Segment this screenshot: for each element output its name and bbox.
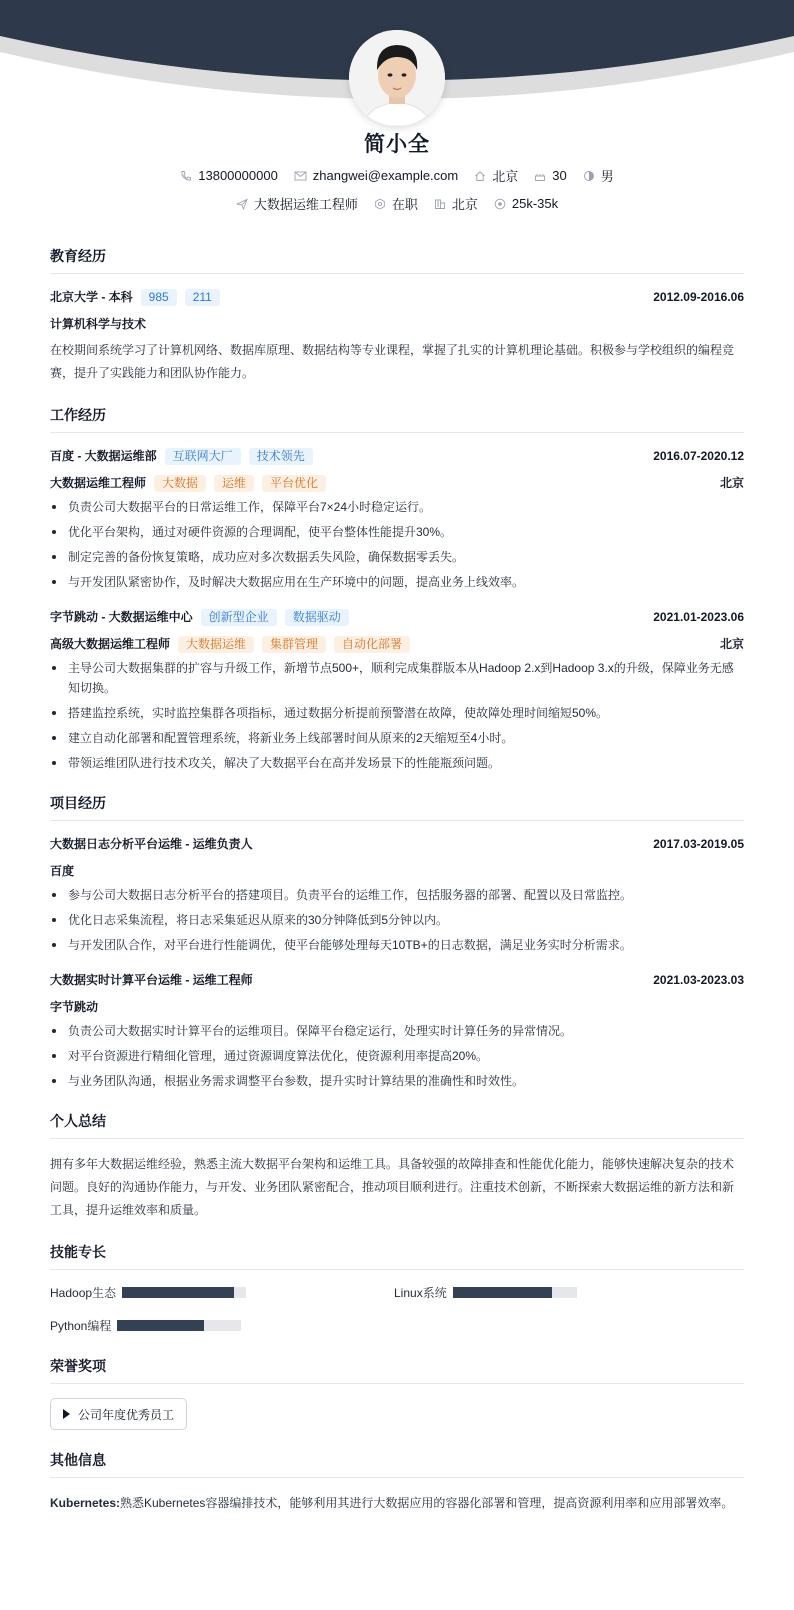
phone-info: 13800000000 — [180, 168, 278, 183]
list-item: 带领运维团队进行技术攻关，解决了大数据平台在高并发场景下的性能瓶颈问题。 — [50, 753, 744, 773]
section-title-work: 工作经历 — [50, 405, 744, 433]
section-title-other: 其他信息 — [50, 1450, 744, 1478]
school-tag: 211 — [185, 289, 220, 306]
project-bullets — [50, 1021, 744, 1091]
skill-level-bar — [453, 1287, 577, 1298]
skill-item — [394, 1284, 738, 1301]
project-date: 2017.03-2019.05 — [653, 837, 744, 851]
position-info: 大数据运维工程师 — [236, 194, 358, 213]
honors-section — [50, 1356, 744, 1430]
list-item: 优化日志采集流程，将日志采集延迟从原来的30分钟降低到5分钟以内。 — [50, 910, 744, 930]
gender-icon — [583, 170, 595, 182]
education-description: 在校期间系统学习了计算机网络、数据库原理、数据结构等专业课程，掌握了扎实的计算机理论基础。积极参与学校组织的编程竞赛，提升了实践能力和团队协作能力。 — [50, 343, 735, 380]
honor-item[interactable] — [50, 1398, 187, 1430]
education-section — [50, 246, 744, 385]
list-item: 负责公司大数据平台的日常运维工作，保障平台7×24小时稳定运行。 — [50, 497, 744, 517]
mail-icon — [294, 170, 307, 182]
phone-icon — [180, 170, 192, 182]
skill-level-bar — [117, 1320, 241, 1331]
job-tag: 大数据运维 — [178, 636, 254, 653]
status-info: 在职 — [374, 194, 418, 213]
projects-section — [50, 793, 744, 1091]
other-section — [50, 1450, 744, 1514]
work-date: 2021.01-2023.06 — [653, 610, 744, 624]
education-date: 2012.09-2016.06 — [653, 290, 744, 304]
avatar — [349, 30, 445, 126]
section-title-skills: 技能专长 — [50, 1242, 744, 1270]
section-title-education: 教育经历 — [50, 246, 744, 274]
list-item: 参与公司大数据日志分析平台的搭建项目。负责平台的运维工作，包括服务器的部署、配置以及日常监控。 — [50, 885, 744, 905]
resume-content — [50, 246, 744, 1534]
work-item — [50, 447, 744, 592]
skill-level-fill — [453, 1287, 552, 1298]
list-item: 负责公司大数据实时计算平台的运维项目。保障平台稳定运行，处理实时计算任务的异常情况。 — [50, 1021, 744, 1041]
skill-name: Hadoop生态 — [50, 1286, 117, 1300]
list-item: 建立自动化部署和配置管理系统，将新业务上线部署时间从原来的2天缩短至4小时。 — [50, 728, 744, 748]
skills-section — [50, 1242, 744, 1350]
company-name: 百度 - 大数据运维部 — [50, 449, 157, 463]
list-item: 与开发团队紧密协作，及时解决大数据应用在生产环境中的问题，提高业务上线效率。 — [50, 572, 744, 592]
section-title-projects: 项目经历 — [50, 793, 744, 821]
salary-icon — [494, 198, 506, 210]
send-icon — [236, 198, 248, 210]
school-name: 北京大学 - 本科 — [50, 290, 133, 304]
company-tag: 技术领先 — [249, 448, 313, 465]
project-date: 2021.03-2023.03 — [653, 973, 744, 987]
email-info: zhangwei@example.com — [294, 168, 458, 183]
project-name: 大数据实时计算平台运维 - 运维工程师 — [50, 973, 253, 987]
project-item — [50, 971, 744, 1091]
other-value: 熟悉Kubernetes容器编排技术，能够利用其进行大数据应用的容器化部署和管理，提高资源利用率和应用部署效率。 — [120, 1496, 734, 1510]
section-title-honors: 荣誉奖项 — [50, 1356, 744, 1384]
status-icon — [374, 198, 386, 210]
location-info: 北京 — [474, 166, 518, 185]
project-name: 大数据日志分析平台运维 - 运维负责人 — [50, 837, 253, 851]
job-tag: 自动化部署 — [334, 636, 410, 653]
project-bullets — [50, 885, 744, 955]
list-item: 制定完善的备份恢复策略，成功应对多次数据丢失风险，确保数据零丢失。 — [50, 547, 744, 567]
skill-name: Linux系统 — [394, 1286, 447, 1300]
summary-section — [50, 1111, 744, 1222]
skills-list — [50, 1284, 744, 1350]
education-header — [50, 288, 744, 306]
project-company: 字节跳动 — [50, 1000, 99, 1014]
list-item: 与业务团队沟通，根据业务需求调整平台参数，提升实时计算结果的准确性和时效性。 — [50, 1071, 744, 1091]
skill-level-bar — [122, 1287, 246, 1298]
list-item: 与开发团队合作，对平台进行性能调优，使平台能够处理每天10TB+的日志数据，满足业务实时分析需求。 — [50, 935, 744, 955]
age-icon — [534, 170, 546, 182]
other-key: Kubernetes: — [50, 1496, 121, 1510]
company-tag: 创新型企业 — [201, 609, 277, 626]
job-tag: 大数据 — [154, 475, 206, 492]
project-item — [50, 835, 744, 955]
salary-info: 25k-35k — [494, 196, 558, 211]
education-major: 计算机科学与技术 — [50, 317, 147, 331]
gender-info: 男 — [583, 166, 614, 185]
candidate-name: 简小全 — [364, 133, 430, 156]
skill-name: Python编程 — [50, 1319, 112, 1333]
work-date: 2016.07-2020.12 — [653, 449, 744, 463]
company-tag: 互联网大厂 — [165, 448, 241, 465]
list-item: 搭建监控系统，实时监控集群各项指标，通过数据分析提前预警潜在故障，使故障处理时间缩短50%。 — [50, 703, 744, 723]
project-company: 百度 — [50, 864, 75, 878]
work-location: 北京 — [719, 637, 744, 651]
work-bullets — [50, 497, 744, 592]
other-item — [50, 1492, 744, 1514]
job-tag: 平台优化 — [262, 475, 326, 492]
skill-item — [50, 1284, 394, 1301]
summary-text: 拥有多年大数据运维经验，熟悉主流大数据平台架构和运维工具。具备较强的故障排查和性能优化能力，能够快速解决复杂的技术问题。良好的沟通协作能力，与开发、业务团队紧密配合，推动项目顺利进行。注重技术创新，不断探索大数据运维的新方法和新工具，提升运维效率和质量。 — [50, 1157, 735, 1217]
caret-right-icon — [63, 1409, 70, 1419]
city-info: 北京 — [434, 194, 478, 213]
job-tag: 集群管理 — [262, 636, 326, 653]
work-section — [50, 405, 744, 773]
home-icon — [474, 170, 486, 182]
work-item — [50, 608, 744, 773]
company-tag: 数据驱动 — [285, 609, 349, 626]
list-item: 对平台资源进行精细化管理，通过资源调度算法优化，使资源利用率提高20%。 — [50, 1046, 744, 1066]
age-info: 30 — [534, 168, 566, 183]
skill-item — [50, 1317, 394, 1334]
skill-level-fill — [122, 1287, 234, 1298]
job-info-row — [0, 194, 794, 213]
job-title: 高级大数据运维工程师 — [50, 637, 171, 651]
list-item: 主导公司大数据集群的扩容与升级工作，新增节点500+，顺利完成集群版本从Hadoop 2.x到Hadoop 3.x的升级，保障业务无感知切换。 — [50, 658, 744, 698]
building-icon — [434, 198, 446, 210]
work-location: 北京 — [719, 476, 744, 490]
work-bullets — [50, 658, 744, 773]
list-item: 优化平台架构，通过对硬件资源的合理调配，使平台整体性能提升30%。 — [50, 522, 744, 542]
job-tag: 运维 — [214, 475, 254, 492]
job-title: 大数据运维工程师 — [50, 476, 147, 490]
contact-info-row — [0, 166, 794, 185]
company-name: 字节跳动 - 大数据运维中心 — [50, 610, 193, 624]
section-title-summary: 个人总结 — [50, 1111, 744, 1139]
school-tag: 985 — [141, 289, 177, 306]
skill-level-fill — [117, 1320, 204, 1331]
honor-label: 公司年度优秀员工 — [78, 1407, 175, 1422]
